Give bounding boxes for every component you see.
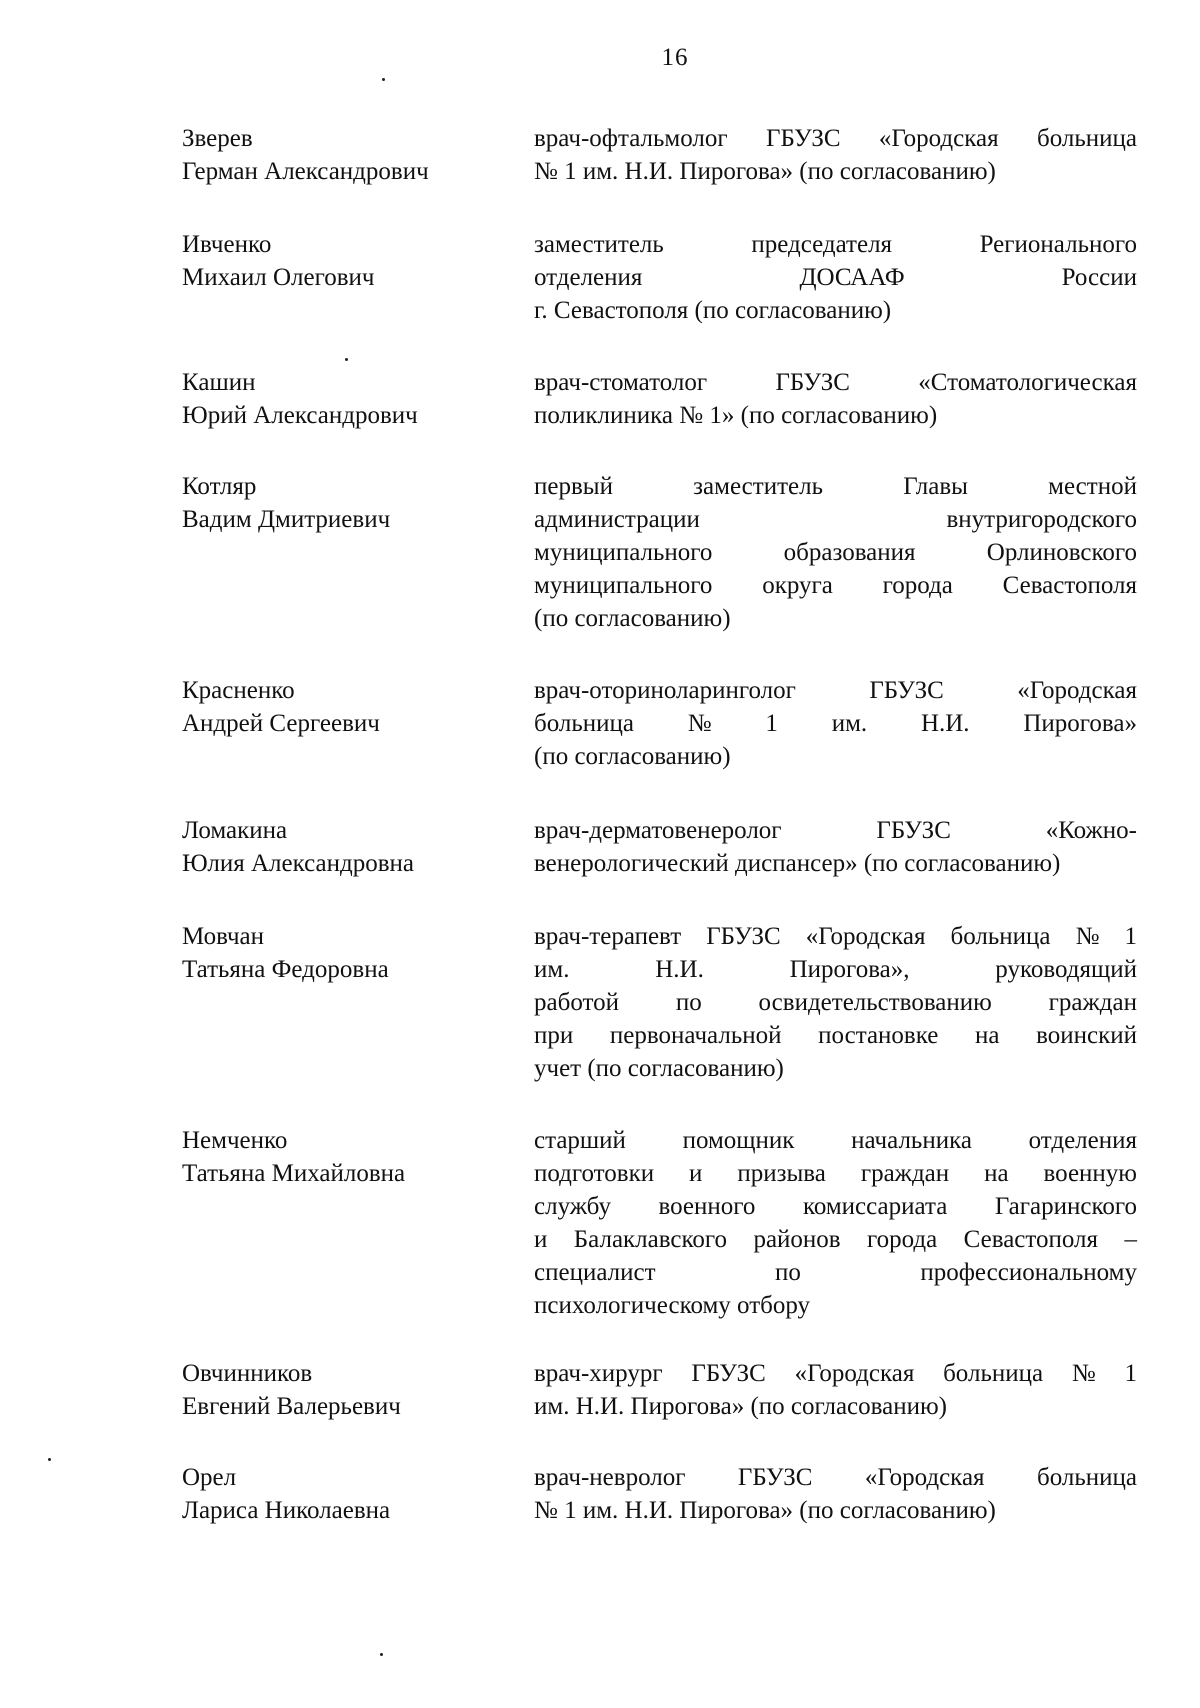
position-word: первый — [534, 473, 613, 500]
member-position — [534, 920, 1137, 1085]
position-word: ГБУЗС — [737, 1464, 813, 1491]
position-line-justified — [534, 569, 1137, 602]
member-given-name: Андрей Сергеевич — [182, 710, 380, 737]
position-word: 1 — [1124, 1360, 1137, 1387]
position-line: № 1 им. Н.И. Пирогова» (по согласованию) — [534, 158, 996, 185]
position-word: России — [1061, 264, 1137, 291]
member-name — [182, 920, 512, 986]
position-word: врач-хирург — [534, 1360, 663, 1387]
position-word: 1 — [1124, 923, 1137, 950]
position-word: подготовки — [534, 1160, 655, 1187]
position-word: «Городская — [794, 1360, 915, 1387]
member-position — [534, 1124, 1137, 1322]
member-name — [182, 228, 512, 294]
position-word: на — [984, 1160, 1009, 1187]
member-surname: Ломакина — [182, 817, 288, 844]
position-word: больница — [943, 1360, 1044, 1387]
position-line-justified — [534, 366, 1137, 399]
member-name — [182, 1357, 512, 1423]
position-word: призыва — [737, 1160, 826, 1187]
scan-speck — [48, 1458, 51, 1461]
scan-speck — [380, 1653, 383, 1656]
position-word: и — [534, 1226, 548, 1253]
member-given-name: Вадим Дмитриевич — [182, 506, 391, 533]
member-name — [182, 470, 512, 536]
position-line-justified — [534, 122, 1137, 155]
position-line-justified — [534, 261, 1137, 294]
position-word: «Городская — [1017, 677, 1137, 704]
position-line-justified — [534, 1357, 1137, 1390]
position-word: постановке — [818, 1022, 939, 1049]
scan-speck — [382, 78, 385, 81]
member-surname: Немченко — [182, 1127, 288, 1154]
position-word: врач-офтальмолог — [534, 125, 728, 152]
position-word: руководящий — [995, 956, 1137, 983]
position-line-justified — [534, 1019, 1137, 1052]
position-word: больница — [534, 710, 634, 737]
position-line-justified — [534, 1157, 1137, 1190]
scan-speck — [345, 358, 348, 361]
position-line-justified — [534, 953, 1137, 986]
position-word: помощник — [682, 1127, 795, 1154]
position-word: ГБУЗС — [691, 1360, 766, 1387]
position-word: Главы — [903, 473, 968, 500]
position-line: поликлиника № 1» (по согласованию) — [534, 402, 938, 429]
position-word: ГБУЗС — [876, 817, 951, 844]
position-word: первоначальной — [609, 1022, 782, 1049]
position-word: ГБУЗС — [775, 369, 850, 396]
position-line-justified — [534, 503, 1137, 536]
position-line-justified — [534, 1461, 1137, 1494]
position-word: работой — [534, 989, 619, 1016]
position-word: муниципального — [534, 572, 713, 599]
position-word: граждан — [1048, 989, 1137, 1016]
position-line: учет (по согласованию) — [534, 1055, 784, 1082]
member-position — [534, 122, 1137, 188]
position-word: Пирогова», — [789, 956, 910, 983]
member-name — [182, 814, 512, 880]
member-name — [182, 1124, 512, 1190]
position-word: города — [882, 572, 953, 599]
position-line: г. Севастополя (по согласованию) — [534, 297, 892, 324]
position-word: и — [689, 1160, 703, 1187]
position-word: начальника — [851, 1127, 972, 1154]
position-word: заместитель — [534, 231, 664, 258]
position-word: внутригородского — [946, 506, 1137, 533]
position-word: больница — [1036, 1464, 1137, 1491]
position-word: на — [974, 1022, 1000, 1049]
page-number: 16 — [661, 44, 689, 71]
position-line: психологическому отбору — [534, 1292, 811, 1319]
position-word: врач-дерматовенеролог — [534, 817, 782, 844]
member-surname: Котляр — [182, 473, 257, 500]
member-name — [182, 1461, 512, 1527]
position-word: профессиональному — [920, 1259, 1137, 1286]
position-word: заместитель — [693, 473, 823, 500]
position-line-justified — [534, 986, 1137, 1019]
member-position — [534, 228, 1137, 327]
member-given-name: Татьяна Федоровна — [182, 956, 389, 983]
position-word: больница — [1036, 125, 1137, 152]
member-surname: Ивченко — [182, 231, 272, 258]
position-line: (по согласованию) — [534, 743, 731, 770]
position-word: Регионального — [979, 231, 1137, 258]
position-word: Н.И. — [655, 956, 704, 983]
member-given-name: Лариса Николаевна — [182, 1497, 391, 1524]
position-word: старший — [534, 1127, 626, 1154]
position-line-justified — [534, 536, 1137, 569]
member-position — [534, 470, 1137, 635]
member-surname: Овчинников — [182, 1360, 313, 1387]
position-word: «Городская — [878, 125, 999, 152]
position-word: Пирогова» — [1023, 710, 1137, 737]
position-word: граждан — [860, 1160, 950, 1187]
member-given-name: Евгений Валерьевич — [182, 1393, 401, 1420]
position-word: больница — [950, 923, 1051, 950]
position-word: военную — [1043, 1160, 1137, 1187]
position-line-justified — [534, 1124, 1137, 1157]
position-line-justified — [534, 470, 1137, 503]
member-position — [534, 674, 1137, 773]
position-word: ГБУЗС — [706, 923, 781, 950]
position-word: «Городская — [805, 923, 926, 950]
position-word: районов — [753, 1226, 841, 1253]
position-word: отделения — [534, 264, 643, 291]
position-line-justified — [534, 920, 1137, 953]
position-line-justified — [534, 814, 1137, 847]
position-word: отделения — [1028, 1127, 1137, 1154]
position-word: Севастополя — [963, 1226, 1099, 1253]
position-word: № — [1071, 1360, 1096, 1387]
position-line: венерологический диспансер» (по согласованию) — [534, 850, 1061, 877]
position-word: при — [534, 1022, 574, 1049]
position-word: муниципального — [534, 539, 713, 566]
member-given-name: Михаил Олегович — [182, 264, 375, 291]
member-given-name: Юрий Александрович — [182, 402, 418, 429]
position-word: администрации — [534, 506, 700, 533]
position-line: № 1 им. Н.И. Пирогова» (по согласованию) — [534, 1497, 996, 1524]
position-word: врач-терапевт — [534, 923, 682, 950]
member-position — [534, 1357, 1137, 1423]
position-word: специалист — [534, 1259, 656, 1286]
member-name — [182, 674, 512, 740]
position-line: им. Н.И. Пирогова» (по согласованию) — [534, 1393, 947, 1420]
position-word: службу — [534, 1193, 611, 1220]
position-word: ГБУЗС — [869, 677, 944, 704]
position-word: по — [675, 989, 702, 1016]
position-word: Н.И. — [920, 710, 970, 737]
position-word: им. — [534, 956, 570, 983]
position-word: Гагаринского — [994, 1193, 1137, 1220]
position-word: председателя — [751, 231, 893, 258]
member-surname: Зверев — [182, 125, 253, 152]
position-word: местной — [1048, 473, 1137, 500]
position-word: врач-невролог — [534, 1464, 686, 1491]
position-line: (по согласованию) — [534, 605, 731, 632]
member-name — [182, 122, 512, 188]
position-word: 1 — [765, 710, 778, 737]
position-word: воинский — [1036, 1022, 1137, 1049]
member-surname: Кашин — [182, 369, 256, 396]
position-word: врач-оториноларинголог — [534, 677, 796, 704]
position-word: № — [1075, 923, 1100, 950]
position-line-justified — [534, 1223, 1137, 1256]
position-word: им. — [831, 710, 868, 737]
position-word: округа — [762, 572, 833, 599]
position-word: «Городская — [864, 1464, 985, 1491]
member-position — [534, 814, 1137, 880]
position-word: комиссариата — [802, 1193, 948, 1220]
position-word: по — [774, 1259, 801, 1286]
position-word: освидетельствованию — [758, 989, 992, 1016]
position-word: – — [1124, 1226, 1137, 1253]
position-line-justified — [534, 228, 1137, 261]
position-word: ДОСААФ — [799, 264, 905, 291]
position-line-justified — [534, 1190, 1137, 1223]
member-given-name: Юлия Александровна — [182, 850, 414, 877]
position-word: № — [687, 710, 712, 737]
member-name — [182, 366, 512, 432]
member-surname: Орел — [182, 1464, 237, 1491]
member-given-name: Татьяна Михайловна — [182, 1160, 406, 1187]
member-given-name: Герман Александрович — [182, 158, 429, 185]
position-line-justified — [534, 1256, 1137, 1289]
position-line-justified — [534, 674, 1137, 707]
position-word: «Стоматологическая — [918, 369, 1137, 396]
position-word: Балаклавского — [573, 1226, 728, 1253]
position-word: Севастополя — [1002, 572, 1137, 599]
position-line-justified — [534, 707, 1137, 740]
position-word: образования — [783, 539, 916, 566]
position-word: Орлиновского — [986, 539, 1137, 566]
member-surname: Красненко — [182, 677, 295, 704]
position-word: военного — [658, 1193, 756, 1220]
member-position — [534, 366, 1137, 432]
position-word: врач-стоматолог — [534, 369, 708, 396]
position-word: ГБУЗС — [766, 125, 841, 152]
member-surname: Мовчан — [182, 923, 265, 950]
position-word: «Кожно- — [1045, 817, 1137, 844]
position-word: города — [867, 1226, 938, 1253]
member-position — [534, 1461, 1137, 1527]
